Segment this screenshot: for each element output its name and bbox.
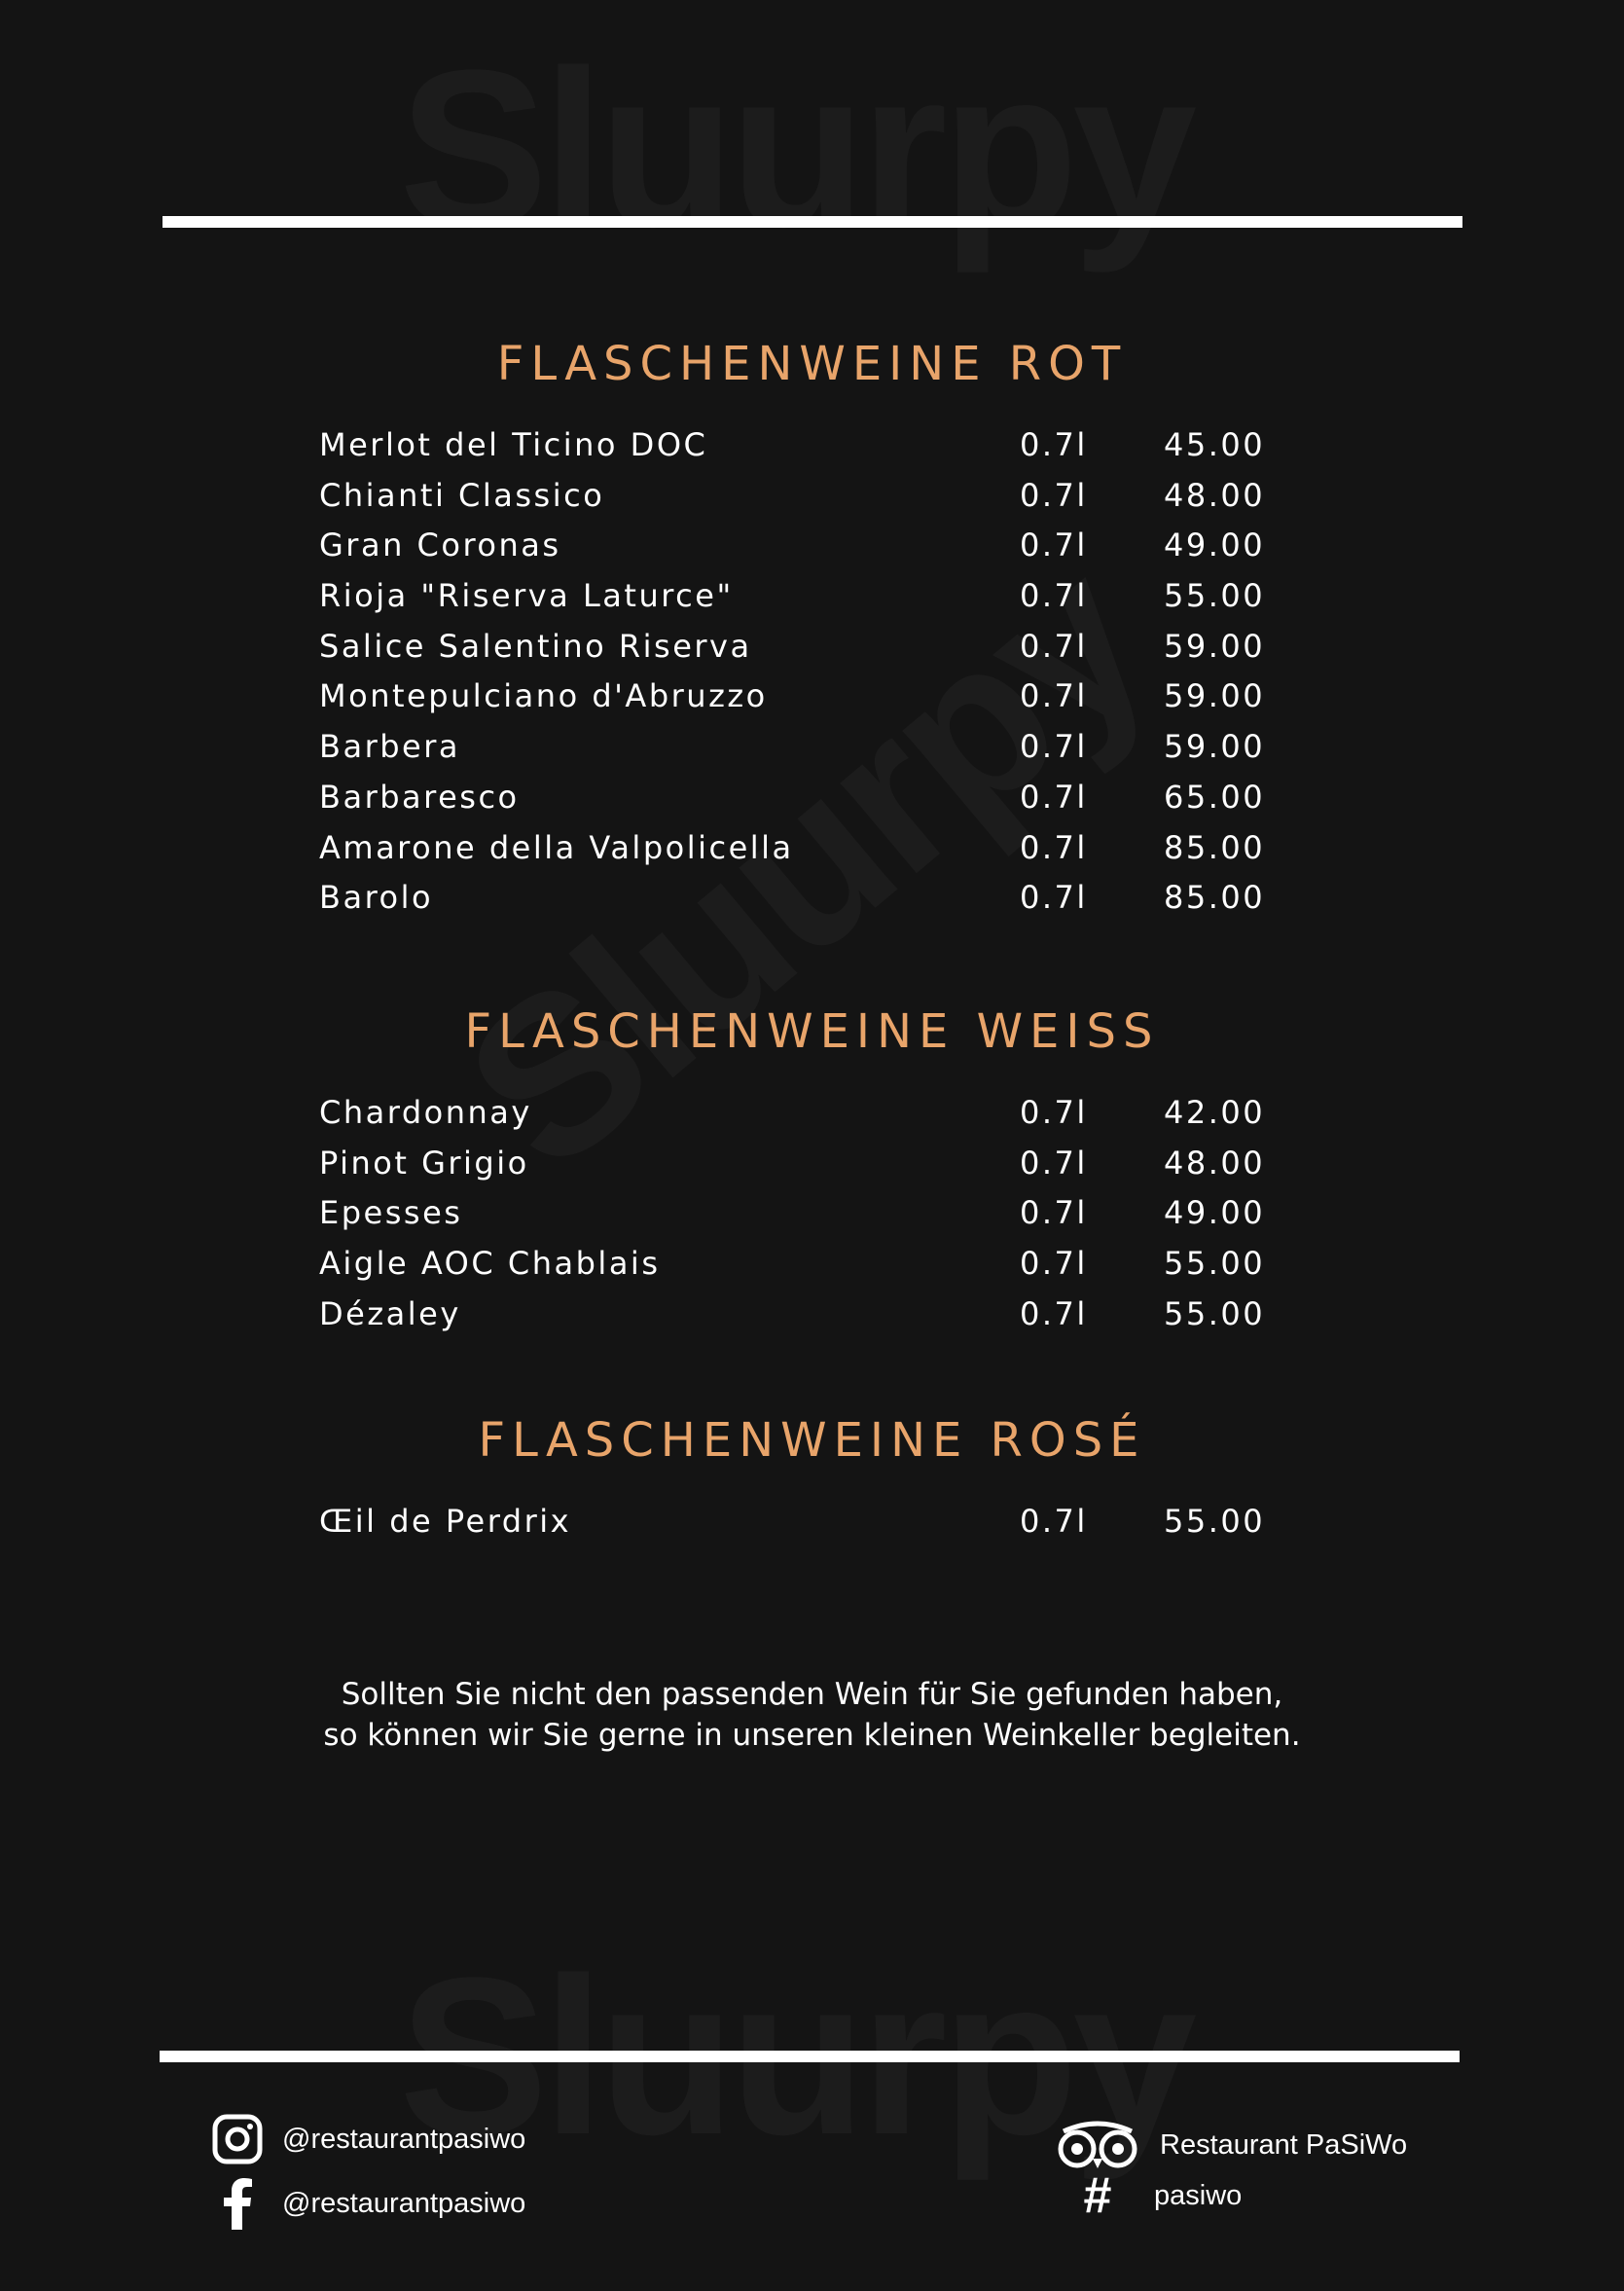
wine-price: 59.00 <box>1164 677 1266 715</box>
wine-volume: 0.7l <box>1020 728 1088 766</box>
tripadvisor-owl-icon <box>1053 2118 1142 2172</box>
wine-row <box>319 477 1292 527</box>
wine-volume: 0.7l <box>1020 1245 1088 1283</box>
wine-volume: 0.7l <box>1020 778 1088 816</box>
wine-price: 55.00 <box>1164 1503 1266 1540</box>
wine-price: 49.00 <box>1164 1194 1266 1232</box>
wine-row <box>319 426 1292 477</box>
wine-name: Œil de Perdrix <box>319 1503 572 1540</box>
wine-price: 48.00 <box>1164 476 1266 514</box>
tripadvisor-link[interactable] <box>1053 2118 1407 2172</box>
wine-price: 55.00 <box>1164 577 1266 615</box>
tripadvisor-label: Restaurant PaSiWo <box>1160 2128 1408 2161</box>
wine-row <box>319 628 1292 678</box>
instagram-link[interactable] <box>210 2112 525 2166</box>
cellar-note <box>0 1674 1624 1756</box>
wine-price: 55.00 <box>1164 1294 1266 1332</box>
wine-price: 45.00 <box>1164 426 1266 463</box>
wine-name: Aigle AOC Chablais <box>319 1245 661 1283</box>
wine-price: 48.00 <box>1164 1144 1266 1182</box>
wine-price: 49.00 <box>1164 527 1266 564</box>
wine-volume: 0.7l <box>1020 828 1088 866</box>
bottom-divider <box>160 2051 1460 2062</box>
wine-name: Salice Salentino Riserva <box>319 627 752 665</box>
instagram-handle: @restaurantpasiwo <box>282 2123 526 2155</box>
wine-row <box>319 1145 1292 1195</box>
hashtag-link[interactable] <box>1070 2168 1242 2223</box>
wine-row <box>319 1094 1292 1145</box>
section-title-weiss: FLASCHENWEINE WEISS <box>464 1004 1160 1059</box>
wine-name: Dézaley <box>319 1294 461 1332</box>
wine-volume: 0.7l <box>1020 1144 1088 1182</box>
wine-price: 55.00 <box>1164 1245 1266 1283</box>
wine-list-rose <box>319 1503 1292 1553</box>
facebook-handle: @restaurantpasiwo <box>282 2187 526 2219</box>
instagram-icon <box>210 2112 265 2166</box>
wine-name: Rioja "Riserva Laturce" <box>319 577 734 615</box>
wine-name: Pinot Grigio <box>319 1144 529 1182</box>
wine-price: 59.00 <box>1164 627 1266 665</box>
wine-name: Epesses <box>319 1194 463 1232</box>
wine-volume: 0.7l <box>1020 476 1088 514</box>
wine-volume: 0.7l <box>1020 1294 1088 1332</box>
wine-volume: 0.7l <box>1020 627 1088 665</box>
wine-volume: 0.7l <box>1020 426 1088 463</box>
wine-name: Chardonnay <box>319 1094 532 1131</box>
wine-volume: 0.7l <box>1020 1194 1088 1232</box>
wine-row <box>319 829 1292 880</box>
wine-volume: 0.7l <box>1020 879 1088 917</box>
wine-name: Barolo <box>319 879 434 917</box>
wine-row <box>319 577 1292 628</box>
wine-price: 85.00 <box>1164 828 1266 866</box>
wine-row <box>319 879 1292 929</box>
wine-volume: 0.7l <box>1020 1094 1088 1131</box>
wine-price: 42.00 <box>1164 1094 1266 1131</box>
wine-row <box>319 1245 1292 1295</box>
wine-name: Merlot del Ticino DOC <box>319 426 708 463</box>
wine-name: Chianti Classico <box>319 476 605 514</box>
facebook-link[interactable] <box>210 2176 525 2231</box>
wine-row <box>319 1295 1292 1346</box>
wine-price: 65.00 <box>1164 778 1266 816</box>
wine-price: 59.00 <box>1164 728 1266 766</box>
section-title-rose: FLASCHENWEINE ROSÉ <box>478 1413 1146 1468</box>
wine-name: Barbaresco <box>319 778 520 816</box>
wine-volume: 0.7l <box>1020 577 1088 615</box>
wine-row <box>319 1194 1292 1245</box>
wine-volume: 0.7l <box>1020 527 1088 564</box>
top-divider <box>162 216 1462 228</box>
cellar-note-line2: so können wir Sie gerne in unseren kleinen Weinkeller begleiten. <box>323 1718 1301 1753</box>
wine-row <box>319 527 1292 577</box>
wine-name: Barbera <box>319 728 460 766</box>
cellar-note-line1: Sollten Sie nicht den passenden Wein für Sie gefunden haben, <box>341 1677 1283 1712</box>
hashtag-label: pasiwo <box>1154 2179 1243 2211</box>
hashtag-icon: # <box>1083 2167 1112 2224</box>
wine-list-rot <box>319 426 1292 929</box>
wine-row <box>319 728 1292 779</box>
wine-row <box>319 779 1292 829</box>
wine-list-weiss <box>319 1094 1292 1345</box>
section-title-rot: FLASCHENWEINE ROT <box>496 337 1128 391</box>
wine-row <box>319 1503 1292 1553</box>
wine-row <box>319 677 1292 728</box>
wine-volume: 0.7l <box>1020 677 1088 715</box>
watermark-top <box>399 19 1191 277</box>
wine-price: 85.00 <box>1164 879 1266 917</box>
wine-name: Gran Coronas <box>319 527 561 564</box>
wine-name: Amarone della Valpolicella <box>319 828 794 866</box>
wine-volume: 0.7l <box>1020 1503 1088 1540</box>
wine-name: Montepulciano d'Abruzzo <box>319 677 768 715</box>
facebook-icon <box>210 2176 265 2231</box>
